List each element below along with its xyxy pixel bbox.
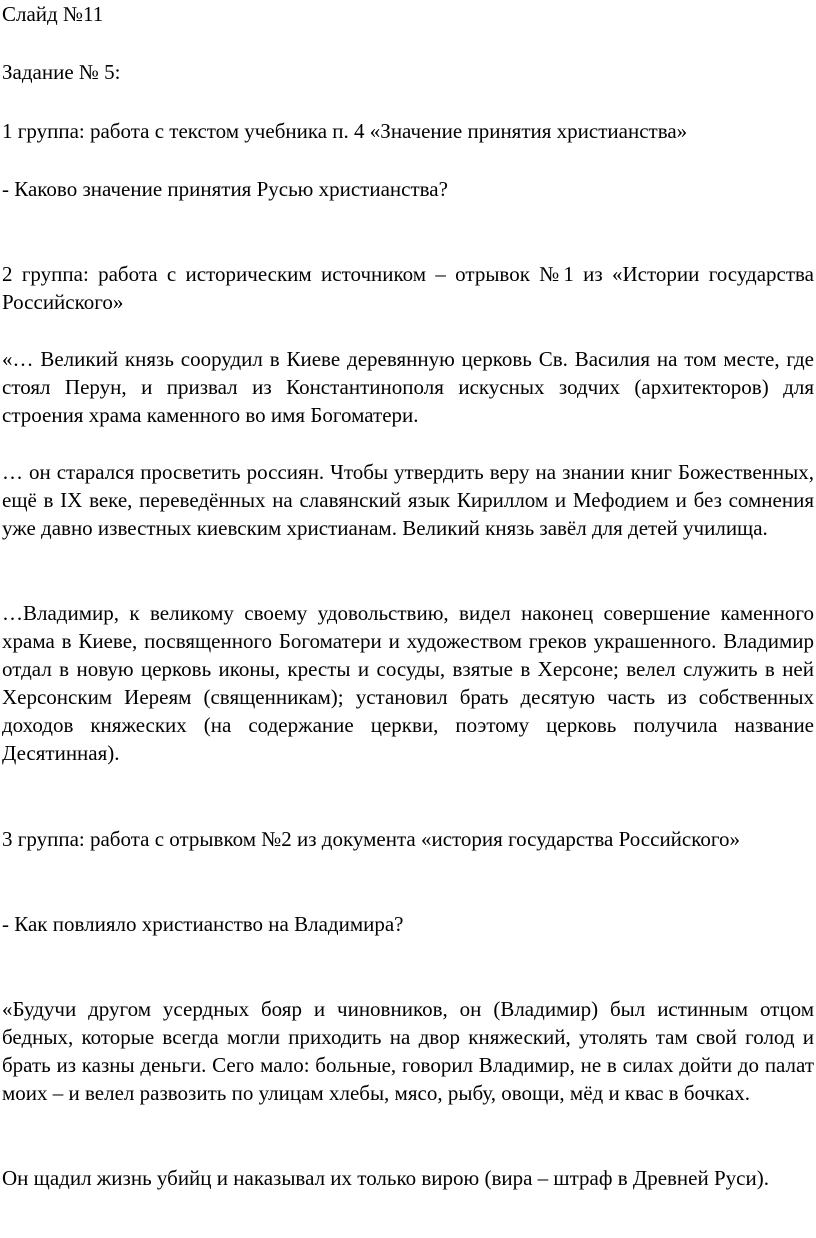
group3-question: - Как повлияло христианство на Владимира? [2, 912, 404, 936]
slide-title: Слайд №11 [2, 2, 104, 26]
group3-quote-2: Он щадил жизнь убийц и наказывал их только вирою (вира – штраф в Древней Руси). [2, 1166, 769, 1190]
group1-question: - Каково значение принятия Русью христианства? [2, 177, 448, 201]
group2-quote-2: … он старался просветить россиян. Чтобы утвердить веру на знании книг Божественных, ещё в IX веке, переведённых на славянский язык Кириллом и Мефодием и без сомнения уже давно известных киевским христианам. Великий князь завёл для детей училища. [2, 460, 814, 540]
group3-task: 3 группа: работа с отрывком №2 из документа «история государства Российского» [2, 827, 740, 851]
task-title: Задание № 5: [2, 60, 121, 84]
group1-task: 1 группа: работа с текстом учебника п. 4 «Значение принятия христианства» [2, 119, 688, 143]
group3-quote-1: «Будучи другом усердных бояр и чиновников, он (Владимир) был истинным отцом бедных, которые всегда могли приходить на двор княжеский, утолять там свой голод и брать из казны деньги. Сего мало: больные, говорил Владимир, не в силах дойти до палат моих – и велел развозить по улицам хлебы, мясо, рыбу, овощи, мёд и квас в бочках. [2, 997, 814, 1105]
group2-quote-3: …Владимир, к великому своему удовольствию, видел наконец совершение каменного храма в Киеве, посвященного Богоматери и художеством греков украшенного. Владимир отдал в новую церковь иконы, кресты и сосуды, взятые в Херсоне; велел служить в ней Херсонским Иереям (священникам); установил брать десятую часть из собственных доходов княжеских (на содержание церкви, поэтому церковь получила название Десятинная). [2, 601, 814, 765]
group2-quote-1: «… Великий князь соорудил в Киеве деревянную церковь Св. Василия на том месте, где стоял Перун, и призвал из Константинополя искусных зодчих (архитекторов) для строения храма каменного во имя Богоматери. [2, 347, 814, 427]
group2-task: 2 группа: работа с историческим источником – отрывок №1 из «Истории государства Российского» [2, 262, 814, 314]
